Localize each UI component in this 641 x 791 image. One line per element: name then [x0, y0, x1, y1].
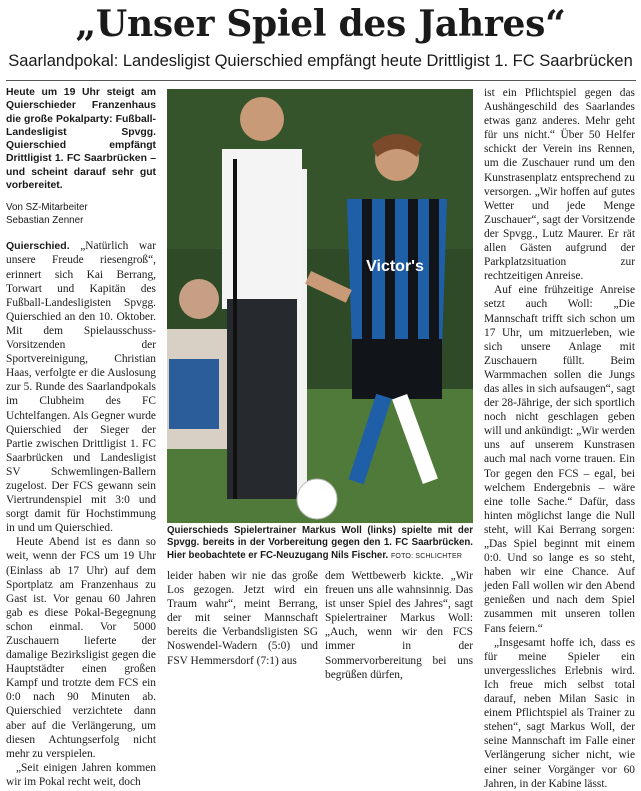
column-3-bottom	[325, 569, 473, 681]
lead-paragraph: Heute um 19 Uhr steigt am Quierschieder Franzenhaus die große Pokalparty: Fußball-Landesligist Spvgg. Quierschied empfängt Drittligist 1. FC Saarbrücken – und scheint darauf sehr gut vorbereitet.	[6, 87, 156, 192]
body-paragraph: „Seit einigen Jahren kommen wir im Pokal recht weit, doch	[6, 761, 156, 788]
photo	[167, 89, 473, 523]
divider	[6, 80, 636, 81]
column-4	[484, 86, 635, 790]
photo-caption	[167, 525, 473, 563]
caption-text: Quierschieds Spielertrainer Markus Woll (links) spielte mit der Spvgg. bereits in der Vorbereitung gegen den 1. FC Saarbrücken. Hier beobachtete er FC-Neuzugang Nils Fischer.	[167, 525, 473, 561]
body-paragraph: leider haben wir nie das große Los gezogen. Jetzt wird ein Traum wahr“, meint Berrang, der mit seiner Mannschaft bereits die Verbandsligisten SG Noswendel-Wadern (5:0) und FSV Hemmersdorf (7:1) aus	[167, 570, 318, 667]
body-text: „Natürlich war unsere Freude riesengroß“, erinnert sich Kai Berrang, Torwart und Kapitän des Fußball-Landesligisten Spvgg. Quierschied an den 10. Oktober. Mit dem Spielausschuss-Vorsitzenden der Sportvereinigung, Christian Haas, verfolgte er die Auslosung zur 5. Runde des Saarlandpokals im Clubheim des FC Uchtelfangen. Als Gegner wurde Quierschied der Sieger der Partie zwischen Drittligist 1. FC Saarbrücken und Landesligist SV Schwemlingen-Ballern zugelost. Der FCS gewann sein Viertrundenspiel mit 3:0 und sorgt damit für Hochstimmung in und um Quierschied.	[6, 240, 156, 535]
photo-credit: FOTO: SCHLICHTER	[390, 552, 463, 560]
body-paragraph	[6, 239, 156, 535]
byline-role: Von SZ-Mitarbeiter	[6, 202, 88, 214]
byline	[6, 202, 156, 227]
subheadline: Saarlandpokal: Landesligist Quierschied empfängt heute Drittligist 1. FC Saarbrücken	[8, 52, 633, 70]
byline-author: Sebastian Zenner	[6, 214, 84, 226]
body-paragraph: dem Wettbewerb kickte. „Wir freuen uns alle wahnsinnig. Das ist unser Spiel des Jahres“, sagt Spielertrainer Markus Woll: „Auch, wenn wir den FCS immer in der Sommervorbereitung bei uns begrüßen dürfen,	[325, 570, 473, 681]
body-paragraph: Heute Abend ist es dann so weit, wenn der FCS um 19 Uhr (Einlass ab 17 Uhr) auf dem Sportplatz am Franzenhaus zu Gast ist. Vor genau 60 Jahren gab es diese Pokal-Begegnung schon einmal. Vor 5000 Zuschauern lieferte der damalige Bezirksligist gegen die Hauptstädter einen großen Kampf und trotzte dem FCS ein 0:0 nach 90 Minuten ab. Quierschied verzichtete dann aber auf die Verlängerung, um diesen Achtungserfolg nicht mehr zu verspielen.	[6, 536, 156, 760]
column-2-bottom	[167, 569, 318, 667]
column-1	[6, 86, 156, 788]
photo-illustration	[167, 89, 473, 523]
headline: „Unser Spiel des Jahres“	[75, 3, 566, 45]
dateline: Quierschied.	[6, 240, 70, 253]
body-paragraph: Auf eine frühzeitige Anreise setzt auch Woll: „Die Mannschaft trifft sich schon um 17 Uhr, um mitzuerleben, wie sich unsere Anlage mit Zuschauern füllt. Beim Warmmachen sollen die Jungs das alles in sich aufsaugen“, sagt der 28-Jährige, der sich sportlich noch nicht geschlagen geben will und ankündigt: „Wir werden uns auf unserem Kunstrasen auch mal nach vorne trauen. Ein Tor gegen den FCS – egal, bei welchem Endergebnis – wäre eine tolle Sache.“ Dafür, dass hinten möglichst lange die Null steht, will Kai Berrang sorgen: „Das Spiel beginnt mit einem 0:0. Und so lange es so steht, haben wir eine Chance. Auf jeden Fall wollen wir den Abend genießen und nach dem Spiel zusammen mit unseren tollen Fans feiern.“	[484, 284, 635, 635]
body-paragraph: „Insgesamt hoffe ich, dass es für meine Spieler ein unvergessliches Erlebnis wird. Ich freue mich selbst total darauf, neben Milan Sasic in einem Pflichtspiel als Trainer zu stehen“, sagt Markus Woll, der seine Mannschaft im Falle einer Verlängerung sicher nicht, wie einer seiner Vorgänger vor 60 Jahren, in der Kabine lässt.	[484, 636, 635, 790]
body-paragraph: ist ein Pflichtspiel gegen das Aushängeschild des Saarlandes etwas ganz anderes. Mehr geht für uns nicht.“ Über 50 Helfer schickt der Verein ins Rennen, um die Zuschauer rund um den Kunstrasenplatz entsprechend zu versorgen. „Wir hoffen auf gutes Wetter und jede Menge Zuschauer“, sagt der Vorsitzende der Spvgg., Lutz Maurer. Er rät allen Gästen aufgrund der Parkplatzsituation zur rechtzeitigen Anreise.	[484, 87, 635, 283]
jersey-sponsor-text: Victor's	[366, 258, 424, 275]
